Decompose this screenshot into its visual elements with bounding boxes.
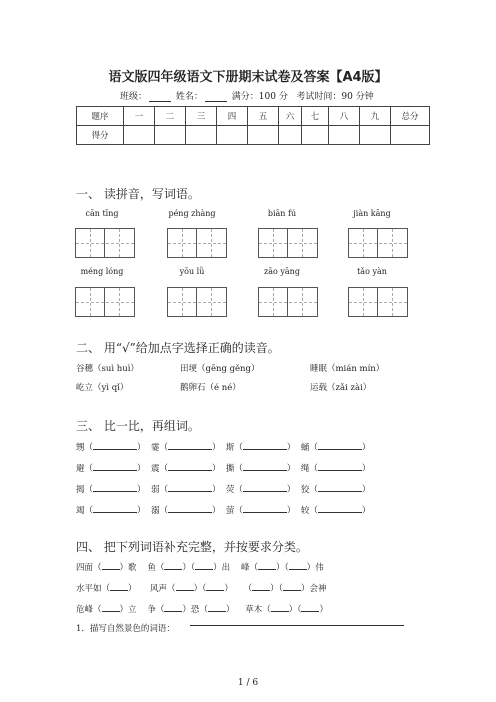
answer-blank[interactable] xyxy=(318,441,362,450)
class-label: 班级： xyxy=(120,92,148,102)
answer-blank[interactable] xyxy=(243,441,287,450)
answer-blank[interactable] xyxy=(168,483,212,492)
answer-blank[interactable] xyxy=(110,582,128,591)
pinyin-label: péng zhàng xyxy=(168,209,216,218)
idiom-text: ）立 xyxy=(119,605,137,615)
answer-blank[interactable] xyxy=(318,483,362,492)
compare-char: 震 xyxy=(150,464,160,474)
answer-blank[interactable] xyxy=(93,483,137,492)
compare-char: 较 xyxy=(300,506,310,516)
compare-char: 竭 xyxy=(76,506,85,516)
idiom-text: ） xyxy=(319,605,328,615)
writing-box[interactable] xyxy=(348,228,408,258)
score-header-cell: 四 xyxy=(217,107,248,126)
writing-box[interactable] xyxy=(258,287,318,317)
answer-blank[interactable] xyxy=(318,504,362,513)
idiom-text: ） xyxy=(225,605,235,615)
pinyin-label: méng lóng xyxy=(80,267,124,276)
score-row-label: 得分 xyxy=(77,126,124,145)
writing-box[interactable] xyxy=(167,228,227,258)
answer-blank[interactable] xyxy=(318,462,362,471)
idiom-text: （ xyxy=(243,584,253,594)
score-header-cell: 三 xyxy=(186,107,217,126)
page-number: 1 / 6 xyxy=(237,678,259,688)
writing-box[interactable] xyxy=(75,228,135,258)
answer-blank[interactable] xyxy=(195,561,213,570)
answer-blank[interactable] xyxy=(206,582,224,591)
score-cell[interactable] xyxy=(248,126,279,145)
compare-row: 揭（ ） 弱（ ） 荧（ ） 狡（ ） xyxy=(76,485,371,495)
section3-heading: 三、 比一比，再组词。 xyxy=(76,419,200,433)
answer-blank[interactable] xyxy=(168,441,212,450)
pinyin-label: cān tīng xyxy=(85,209,119,218)
class-blank[interactable] xyxy=(149,92,171,102)
score-header-cell: 八 xyxy=(329,107,360,126)
pinyin-label: yōu lǜ xyxy=(179,267,205,276)
answer-blank[interactable] xyxy=(243,483,287,492)
answer-blank[interactable] xyxy=(164,603,182,612)
reading-choice[interactable]: 睡眠（mián mín） xyxy=(310,364,385,374)
answer-line[interactable] xyxy=(190,625,404,626)
answer-blank[interactable] xyxy=(208,603,226,612)
pinyin-label: tǎo yàn xyxy=(357,267,387,276)
compare-char: 蛹 xyxy=(300,443,310,453)
idiom-row xyxy=(76,561,324,573)
score-table xyxy=(76,106,430,145)
answer-blank[interactable] xyxy=(102,603,120,612)
reading-choice[interactable]: 鹅卵石（é né） xyxy=(180,383,241,393)
idiom-text: ）恐（ xyxy=(182,605,208,615)
answer-blank[interactable] xyxy=(243,504,287,513)
section2-heading: 二、 用“√”给加点字选择正确的读音。 xyxy=(76,341,280,355)
full-score: 满分：100 分 xyxy=(231,92,288,102)
score-cell[interactable] xyxy=(155,126,186,145)
score-cell[interactable] xyxy=(279,126,302,145)
score-header-cell: 总分 xyxy=(391,107,430,126)
answer-blank[interactable] xyxy=(271,603,289,612)
score-header-cell: 一 xyxy=(124,107,155,126)
reading-choice[interactable]: 田埂（gēng gěng） xyxy=(180,364,260,374)
exam-info xyxy=(120,89,374,102)
idiom-text: ）会神 xyxy=(300,584,327,594)
compare-char: 斯 xyxy=(225,443,235,453)
answer-blank[interactable] xyxy=(93,504,137,513)
idiom-text: ）（ xyxy=(275,563,289,573)
compare-char: 撕 xyxy=(225,464,235,474)
answer-blank[interactable] xyxy=(252,582,270,591)
pinyin-label: jiàn kāng xyxy=(353,209,391,218)
score-header-cell: 题序 xyxy=(77,107,124,126)
page-title: 语文版四年级语文下册期末试卷及答案【A4版】 xyxy=(108,70,388,85)
compare-char: 萤 xyxy=(225,506,235,516)
idiom-text: ） xyxy=(224,584,233,594)
score-cell[interactable] xyxy=(302,126,329,145)
answer-blank[interactable] xyxy=(243,462,287,471)
idiom-text: 鱼（ xyxy=(147,563,165,573)
idiom-text: 峰（ xyxy=(240,563,258,573)
answer-blank[interactable] xyxy=(168,504,212,513)
score-cell[interactable] xyxy=(217,126,248,145)
pinyin-label: zāo yāng xyxy=(264,267,300,276)
compare-char: 弱 xyxy=(150,485,160,495)
writing-box[interactable] xyxy=(348,287,408,317)
compare-char: 甥 xyxy=(76,443,85,453)
idiom-text: 争（ xyxy=(147,605,165,615)
reading-choice[interactable]: 运载（zǎi zài） xyxy=(310,383,372,393)
answer-blank[interactable] xyxy=(258,561,276,570)
score-header-row xyxy=(77,107,430,126)
idiom-text: ）（ xyxy=(193,584,207,594)
idiom-text: 草木（ xyxy=(245,605,271,615)
answer-blank[interactable] xyxy=(168,462,212,471)
idiom-text: ）（ xyxy=(288,605,302,615)
writing-box[interactable] xyxy=(75,287,135,317)
compare-char: 揭 xyxy=(76,485,85,495)
score-cell[interactable] xyxy=(391,126,430,145)
score-header-cell: 五 xyxy=(248,107,279,126)
compare-row: 避（ ） 震（ ） 撕（ ） 绳（ ） xyxy=(76,464,371,474)
compare-char: 避 xyxy=(76,464,85,474)
exam-time: 考试时间：90 分钟 xyxy=(296,92,374,102)
reading-choice[interactable]: 谷穗（suì huì） xyxy=(76,364,139,374)
compare-row: 竭（ ） 溺（ ） 萤（ ） 较（ ） xyxy=(76,506,371,516)
score-header-cell: 七 xyxy=(302,107,329,126)
answer-blank[interactable] xyxy=(164,561,182,570)
idiom-text: ）歌 xyxy=(119,563,137,573)
score-cell[interactable] xyxy=(124,126,155,145)
idiom-text: 风声（ xyxy=(150,584,176,594)
compare-char: 霎 xyxy=(150,443,160,453)
answer-blank[interactable] xyxy=(283,582,301,591)
writing-box[interactable] xyxy=(167,287,227,317)
score-header-cell: 六 xyxy=(279,107,302,126)
score-header-cell: 九 xyxy=(360,107,391,126)
compare-char: 荧 xyxy=(225,485,235,495)
idiom-row xyxy=(76,582,326,594)
question-1-label: 1．描写自然景色的词语： xyxy=(76,624,175,634)
answer-blank[interactable] xyxy=(93,462,137,471)
compare-char: 绳 xyxy=(300,464,310,474)
idiom-text: 危峰（ xyxy=(76,605,102,615)
idiom-text: ）（ xyxy=(182,563,196,573)
pinyin-label: biān fú xyxy=(267,209,297,218)
compare-char: 狡 xyxy=(300,485,310,495)
idiom-text: ）伟 xyxy=(306,563,324,573)
section1-heading: 一、 读拼音，写词语。 xyxy=(76,187,200,201)
score-cell[interactable] xyxy=(360,126,391,145)
idiom-text: ）出 xyxy=(213,563,231,573)
section4-heading: 四、 把下列词语补充完整，并按要求分类。 xyxy=(76,540,308,554)
idiom-row xyxy=(76,603,328,615)
idiom-text: 四面（ xyxy=(76,563,102,573)
idiom-text: ）（ xyxy=(270,584,283,594)
score-header-cell: 二 xyxy=(155,107,186,126)
answer-blank[interactable] xyxy=(289,561,307,570)
answer-blank[interactable] xyxy=(93,441,137,450)
answer-blank[interactable] xyxy=(301,603,319,612)
name-label: 姓名： xyxy=(175,92,203,102)
score-cell[interactable] xyxy=(186,126,217,145)
compare-row: 甥（ ） 霎（ ） 斯（ ） 蛹（ ） xyxy=(76,443,371,453)
idiom-text: 水平如（ xyxy=(76,584,111,594)
score-cell[interactable] xyxy=(329,126,360,145)
answer-blank[interactable] xyxy=(176,582,194,591)
writing-box[interactable] xyxy=(258,228,318,258)
answer-blank[interactable] xyxy=(102,561,120,570)
name-blank[interactable] xyxy=(205,92,227,102)
compare-char: 溺 xyxy=(150,506,160,516)
score-row xyxy=(77,126,430,145)
reading-choice[interactable]: 屹立（yì qǐ） xyxy=(76,383,129,393)
idiom-text: ） xyxy=(128,584,137,594)
